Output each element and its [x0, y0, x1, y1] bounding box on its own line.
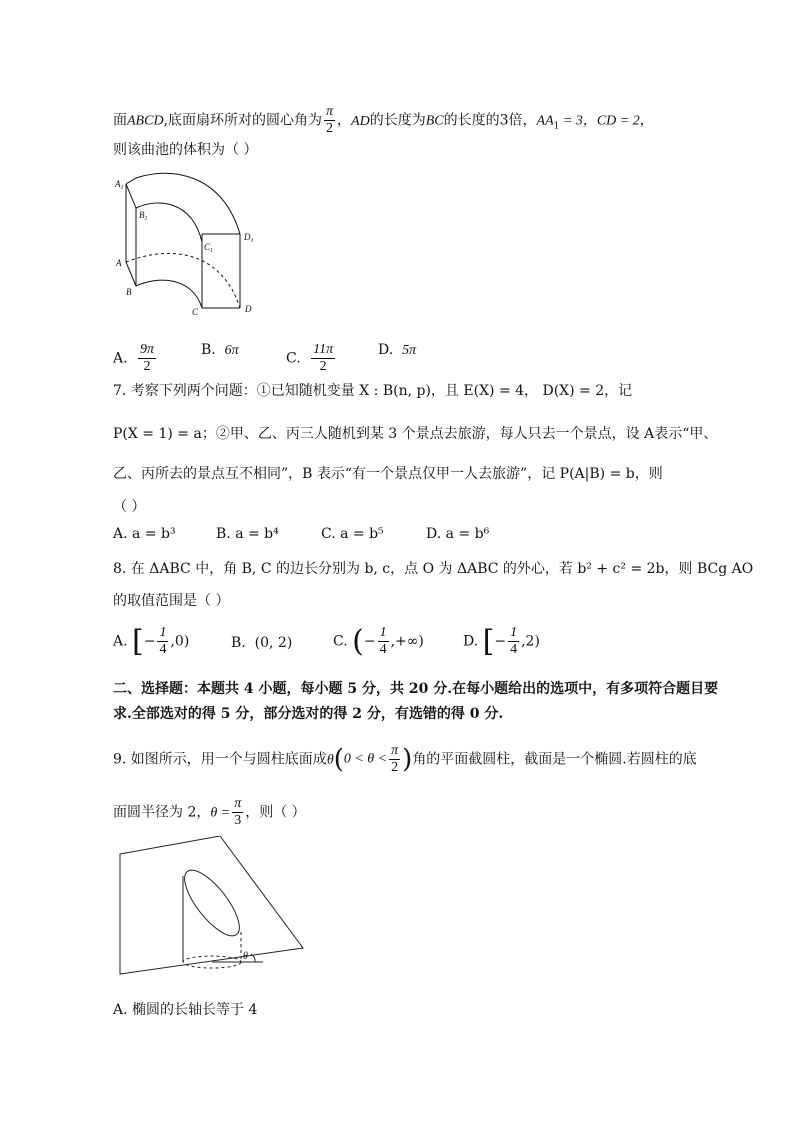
cutting-plane — [120, 836, 303, 974]
label-a: A — [116, 258, 122, 268]
q8-opt-c-frac — [378, 625, 389, 658]
q6-abcd: ABCD — [127, 113, 164, 129]
label-d: D — [245, 304, 252, 314]
q9-theta-frac — [232, 796, 243, 829]
q6-opt-d-letter: D. — [378, 342, 394, 358]
q6-cd: CD = 2 — [596, 113, 640, 129]
q9-cond-den: 2 — [391, 760, 399, 775]
q8-opt-c-letter: C. — [333, 633, 348, 650]
q6-opt-b-letter: B. — [201, 342, 216, 358]
q6-angle-frac — [324, 104, 335, 137]
q6-opt-c-den: 2 — [319, 359, 327, 374]
q6-text-c: ， — [337, 112, 352, 129]
bottom-inner-arc — [136, 280, 202, 308]
q8-opt-d-letter: D. — [463, 633, 479, 650]
label-a1: $A_1$ — [115, 179, 124, 191]
q6-text-end: ， — [639, 112, 654, 129]
q6-opt-d-text: 5π — [402, 343, 417, 358]
section2-line1: 二、选择题：本题共 4 小题，每小题 5 分，共 20 分.在每小题给出的选项中，有多项符合题目要 — [113, 681, 719, 697]
q8-line2: 的取值范围是（ ） — [113, 593, 230, 609]
q9-text-d: ，则（ ） — [245, 804, 306, 821]
q9-text-b: 角的平面截圆柱，截面是一个椭圆.若圆柱的底 — [412, 751, 697, 768]
q9-t-num: π — [234, 796, 242, 811]
q7-option-b[interactable]: B. a = b⁴ — [216, 526, 279, 542]
q8-opt-b-text: (0, 2) — [254, 635, 293, 651]
q6-aa1-sub: 1 — [553, 121, 560, 132]
q9-paren-close: ) — [402, 744, 413, 775]
q8-options — [113, 624, 593, 664]
q8-opt-a-letter: A. — [113, 633, 128, 650]
q9-cond-num: π — [391, 743, 399, 758]
q8-option-a[interactable] — [113, 624, 189, 659]
q6-figure — [112, 172, 272, 317]
q8-opt-d-frac — [508, 625, 519, 658]
q9-paren-open: ( — [333, 744, 344, 775]
q9-cond-a: 0 < θ < — [343, 751, 388, 767]
q9-theta: θ — [326, 752, 334, 768]
q6-text-b: ,底面扇环所对的圆心角为 — [163, 112, 323, 129]
q6-option-b[interactable] — [201, 342, 239, 359]
edge-ab — [126, 262, 136, 286]
q6-arc-ad-text: AD — [351, 113, 370, 129]
q7-line1: 7. 考察下列两个问题：①已知随机变量 X : B(n, p)，且 E(X) = 4， D(X) = 2，记 — [113, 383, 633, 399]
q7-options — [113, 526, 533, 546]
q8-opt-d-lbracket: [ — [482, 624, 495, 659]
q9-cond-frac — [389, 743, 400, 776]
q6-opt-c-num: 11π — [313, 342, 334, 357]
q6-option-a[interactable] — [113, 342, 158, 375]
q9-t-den: 3 — [234, 813, 242, 828]
q9-option-a[interactable]: A. 椭圆的长轴长等于 4 — [113, 1002, 258, 1018]
q6-text-e: 的长度的3倍， — [443, 112, 537, 129]
q8-opt-a-lbracket: [ — [132, 624, 144, 659]
q9-figure — [115, 836, 310, 978]
q6-arc-bc: BC — [425, 113, 444, 129]
q6-line2: 则该曲池的体积为（ ） — [113, 142, 258, 158]
q6-frac-den: 2 — [326, 121, 334, 136]
q8-option-c[interactable] — [333, 624, 424, 659]
q8-opt-d-den: 4 — [510, 642, 518, 657]
q6-option-d[interactable] — [378, 342, 416, 359]
q6-text-a: 面 — [113, 112, 127, 129]
q7-line4: （ ） — [113, 499, 146, 515]
q9-line2 — [113, 796, 306, 829]
q6-opt-a-frac — [138, 342, 156, 375]
q9-text-a: 9. 如图所示，用一个与圆柱底面成 — [113, 751, 327, 768]
q8-opt-d-sign: − — [494, 633, 507, 650]
label-d1: $D_1$ — [244, 232, 254, 244]
q9-line1 — [113, 743, 697, 776]
q6-aa1: AA — [536, 113, 554, 129]
top-inner-arc — [126, 184, 202, 242]
q6-opt-a-den: 2 — [143, 359, 151, 374]
q8-opt-a-sign: − — [143, 633, 156, 650]
q6-option-c[interactable] — [286, 342, 337, 375]
q8-opt-c-rest: ,+∞) — [390, 633, 424, 650]
q6-arc-ad — [351, 114, 370, 129]
q6-options — [113, 331, 513, 374]
q6-opt-a-num: 9π — [140, 342, 155, 357]
q8-option-d[interactable] — [463, 624, 540, 659]
q8-opt-a-den: 4 — [159, 642, 167, 657]
q9-theta-eq: θ = — [210, 805, 231, 821]
section2-line2: 求.全部选对的得 5 分，部分选对的得 2 分，有选错的得 0 分. — [113, 706, 504, 722]
label-b1: $B_1$ — [139, 210, 148, 222]
q8-opt-a-frac — [157, 625, 168, 658]
q8-opt-a-num: 1 — [159, 625, 167, 640]
q7-option-a[interactable]: A. a = b³ — [113, 526, 176, 542]
q8-opt-d-rest: ,2) — [521, 633, 540, 650]
q6-opt-a-letter: A. — [113, 350, 128, 367]
q6-opt-c-letter: C. — [286, 350, 301, 367]
q8-opt-b-letter: B. — [231, 635, 246, 651]
q8-opt-c-num: 1 — [379, 625, 387, 640]
q8-opt-a-rest: ,0) — [170, 633, 190, 650]
label-c1: $C_1$ — [204, 242, 214, 254]
q7-option-d[interactable]: D. a = b⁶ — [426, 526, 490, 542]
q8-opt-c-lbracket: ( — [352, 624, 364, 659]
q8-line1: 8. 在 ΔABC 中，角 B, C 的边长分别为 b, c，点 O 为 ΔABC 的外心，若 b² + c² = 2b，则 BCg AO — [113, 561, 754, 577]
label-c: C — [192, 307, 199, 317]
q6-frac-num: π — [326, 104, 334, 119]
section-ellipse — [176, 862, 249, 944]
theta-label: θ — [243, 951, 248, 962]
q7-line3: 乙、丙所去的景点互不相同”，B 表示“有一个景点仅甲一人去旅游”，记 P(A|B) = b，则 — [113, 466, 663, 482]
q7-option-c[interactable]: C. a = b⁵ — [321, 526, 384, 542]
q6-opt-c-frac — [311, 342, 335, 375]
label-b: B — [126, 287, 132, 297]
top-outer-arc — [126, 173, 240, 234]
q6-text-d: 的长度为 — [369, 112, 426, 129]
q8-opt-d-num: 1 — [510, 625, 518, 640]
q8-opt-c-sign: − — [363, 633, 376, 650]
q6-line1 — [113, 104, 654, 137]
bottom-outer-arc-hidden — [126, 253, 240, 308]
q7-line2: P(X = 1) = a；②甲、乙、丙三人随机到某 3 个景点去旅游，每人只去一个景点，设 A表示“甲、 — [113, 426, 718, 442]
q6-opt-b-text: 6π — [224, 343, 239, 358]
q9-text-c: 面圆半径为 2， — [113, 804, 211, 821]
q8-option-b[interactable] — [231, 635, 292, 651]
q6-aa1-val: = 3， — [559, 113, 597, 129]
q8-opt-c-den: 4 — [379, 642, 387, 657]
